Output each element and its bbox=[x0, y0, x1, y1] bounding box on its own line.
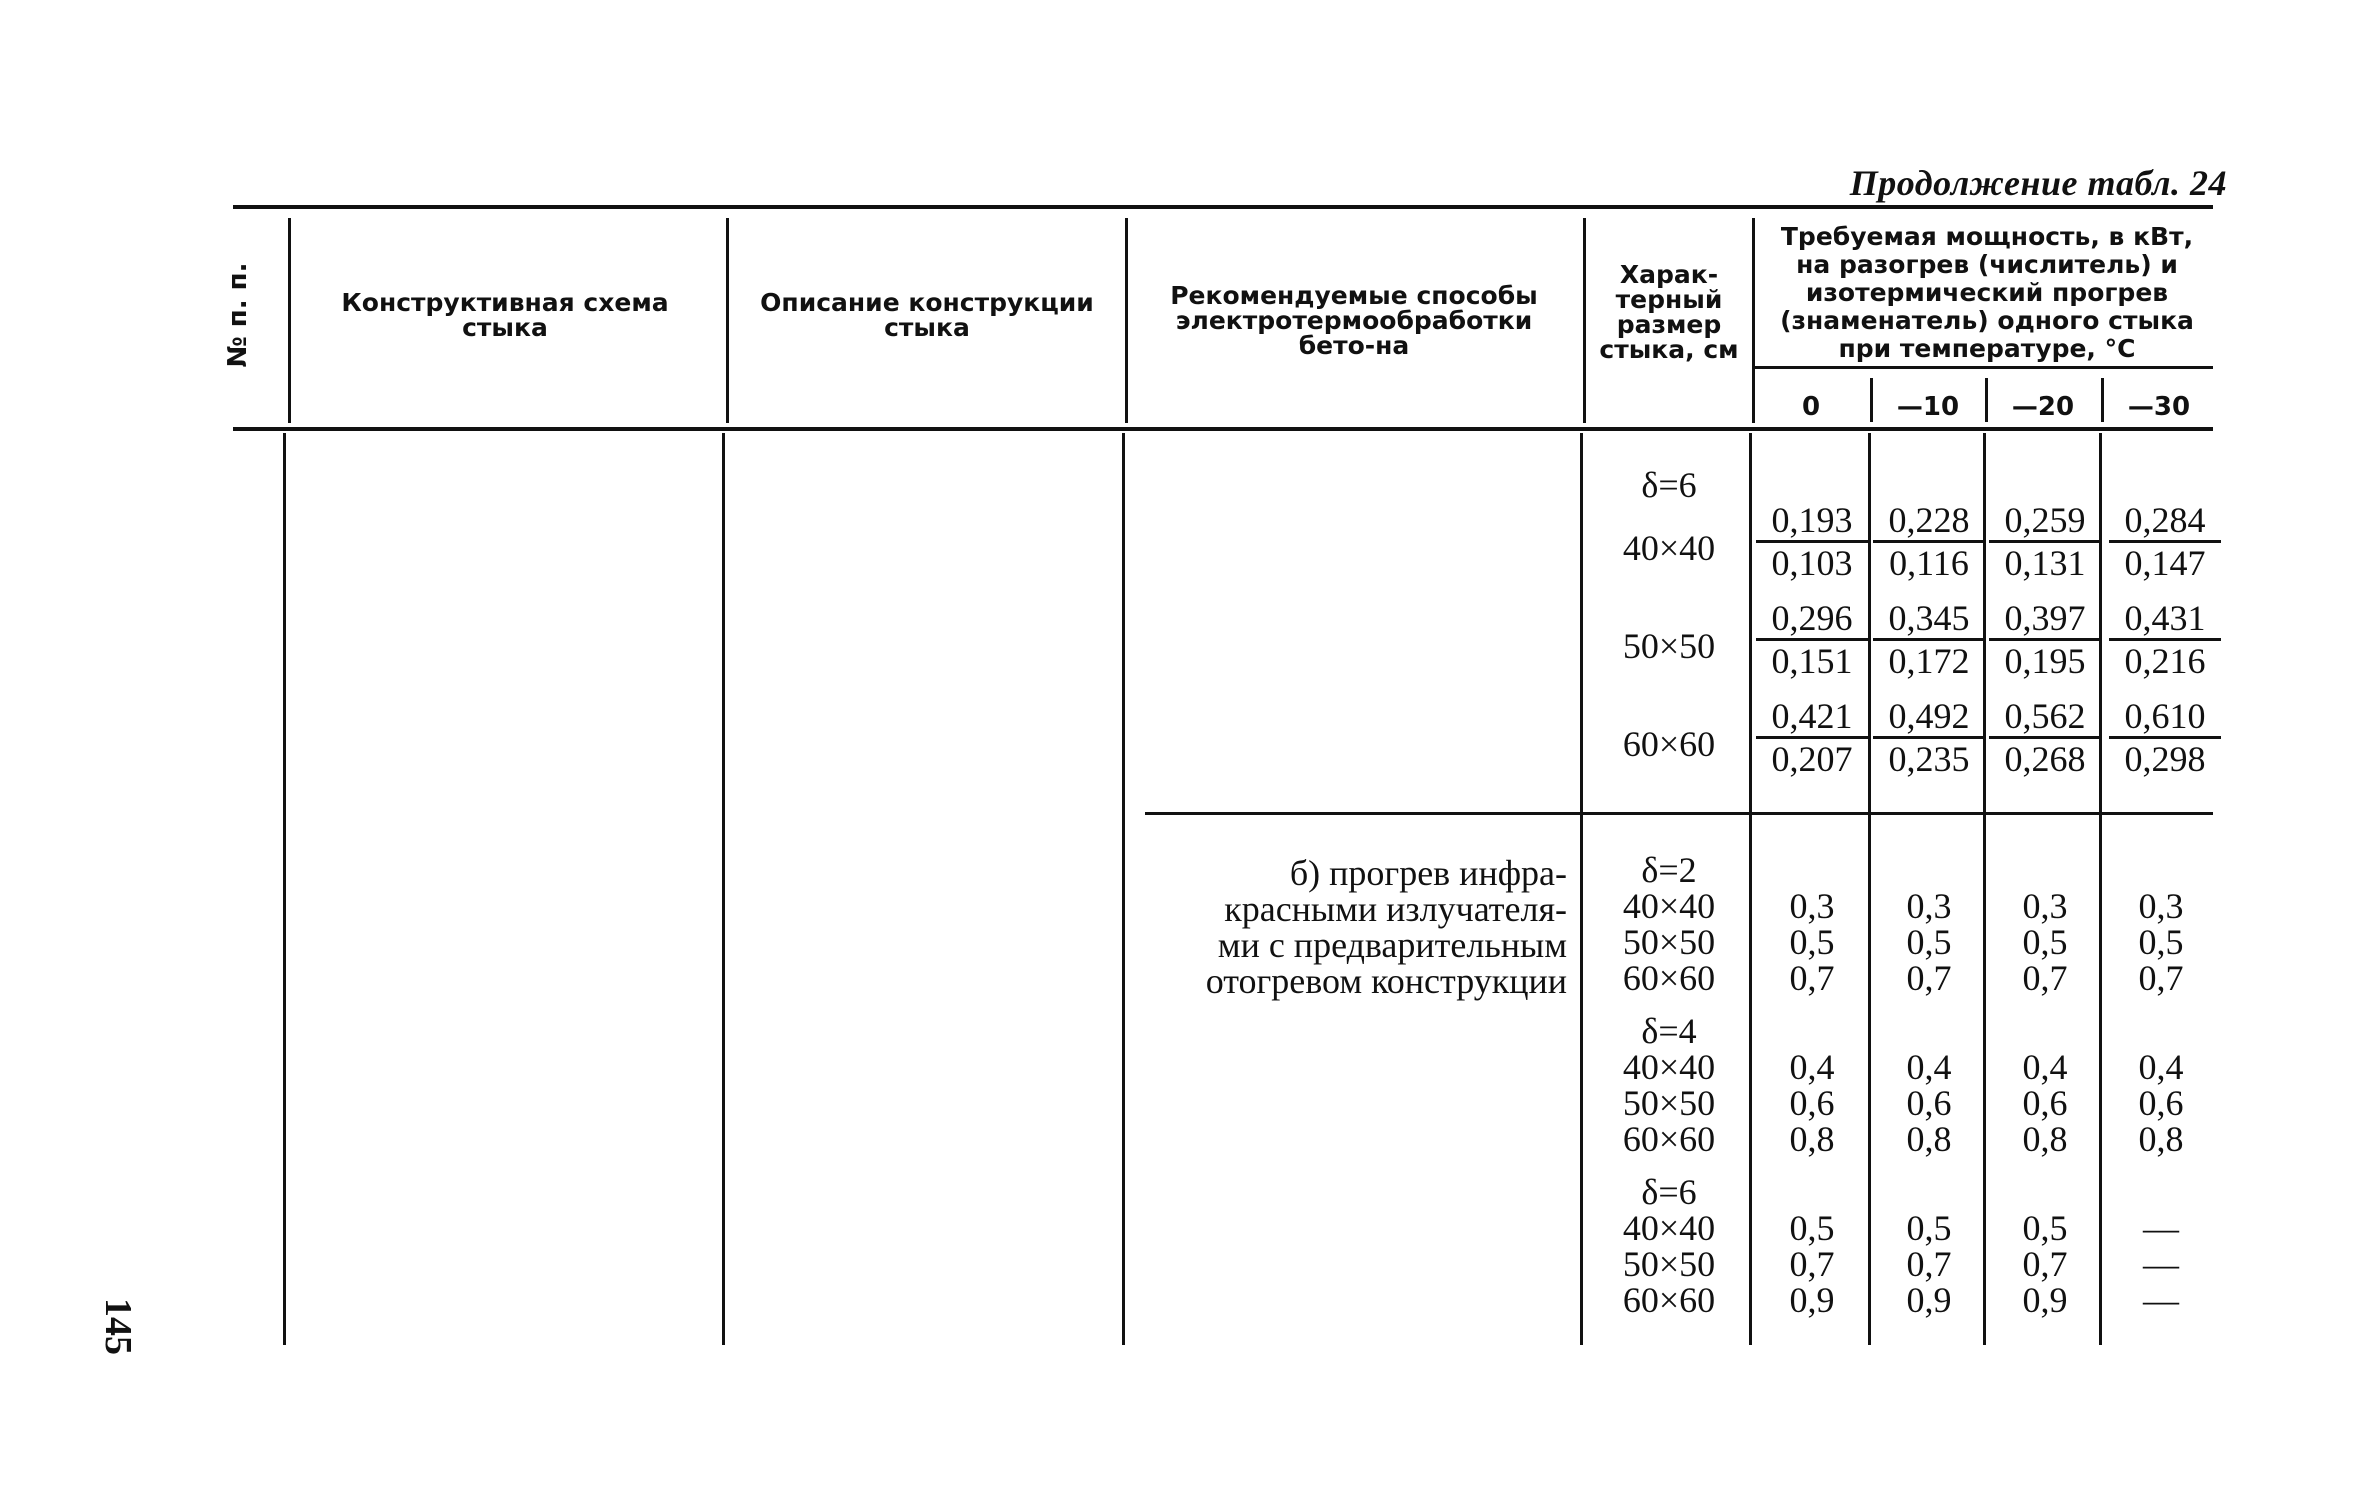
numerator: 0,421 bbox=[1756, 696, 1868, 739]
numerator: 0,296 bbox=[1756, 598, 1868, 641]
group1-val: 0,5 bbox=[2138, 922, 2184, 962]
section1-value-40-0 bbox=[1756, 500, 1868, 583]
group2-val: 0,6 bbox=[1789, 1083, 1835, 1123]
denominator: 0,195 bbox=[2004, 641, 2086, 681]
group3-size-50: 50×50 bbox=[1622, 1244, 1716, 1284]
group3-val: — bbox=[2143, 1208, 2179, 1248]
denominator: 0,207 bbox=[1771, 739, 1853, 779]
group2-size-60: 60×60 bbox=[1622, 1119, 1716, 1159]
method-line: б) прогрев инфра- bbox=[1289, 853, 1567, 893]
group2-val: 0,4 bbox=[2022, 1047, 2068, 1087]
method-description bbox=[1135, 855, 1567, 999]
numerator: 0,193 bbox=[1756, 500, 1868, 543]
col-divider-4 bbox=[1583, 218, 1586, 423]
denominator: 0,298 bbox=[2124, 739, 2206, 779]
header-methods: Рекомендуемые способы электротермообработки бето-на bbox=[1170, 281, 1538, 360]
group1-val: 0,3 bbox=[1789, 886, 1835, 926]
section1-delta: δ=6 bbox=[1641, 465, 1697, 505]
header-scheme: Конструктивная схема стыка bbox=[341, 288, 669, 342]
group2-val: 0,4 bbox=[2138, 1047, 2184, 1087]
section1-value-60-2 bbox=[1989, 696, 2101, 779]
col-divider-3-body bbox=[1122, 433, 1125, 1345]
section1-value-40-3 bbox=[2109, 500, 2221, 583]
group3-val: 0,7 bbox=[1789, 1244, 1835, 1284]
section1-value-40-1 bbox=[1873, 500, 1985, 583]
section1-size-50: 50×50 bbox=[1622, 626, 1716, 666]
header-temp-30: —30 bbox=[2127, 392, 2191, 422]
method-line: ми с предварительным bbox=[1217, 925, 1567, 965]
group2-size-50: 50×50 bbox=[1622, 1083, 1716, 1123]
numerator: 0,431 bbox=[2109, 598, 2221, 641]
denominator: 0,147 bbox=[2124, 543, 2206, 583]
col-divider-2 bbox=[726, 218, 729, 423]
group3-val: — bbox=[2143, 1280, 2179, 1320]
numerator: 0,562 bbox=[1989, 696, 2101, 739]
group1-val: 0,3 bbox=[1906, 886, 1952, 926]
temp-divider-1-body bbox=[1868, 433, 1871, 1345]
table-top-rule bbox=[233, 205, 2213, 209]
group2-val: 0,8 bbox=[1789, 1119, 1835, 1159]
group2-size-40: 40×40 bbox=[1622, 1047, 1716, 1087]
group3-val: 0,9 bbox=[1789, 1280, 1835, 1320]
group2-val: 0,8 bbox=[2138, 1119, 2184, 1159]
group3-val: 0,9 bbox=[1906, 1280, 1952, 1320]
section1-value-50-3 bbox=[2109, 598, 2221, 681]
col-divider-1-body bbox=[283, 433, 286, 1345]
group1-size-60: 60×60 bbox=[1622, 958, 1716, 998]
header-number: № п. п. bbox=[223, 262, 253, 368]
group1-size-50: 50×50 bbox=[1622, 922, 1716, 962]
group1-val: 0,5 bbox=[2022, 922, 2068, 962]
numerator: 0,259 bbox=[1989, 500, 2101, 543]
header-temp-10: —10 bbox=[1896, 392, 1960, 422]
section1-value-50-2 bbox=[1989, 598, 2101, 681]
group1-val: 0,7 bbox=[1789, 958, 1835, 998]
header-size: Харак-терный размер стыка, см bbox=[1599, 260, 1739, 364]
numerator: 0,397 bbox=[1989, 598, 2101, 641]
group3-size-40: 40×40 bbox=[1622, 1208, 1716, 1248]
section1-value-60-0 bbox=[1756, 696, 1868, 779]
table-caption: Продолжение табл. 24 bbox=[1849, 163, 2227, 203]
section1-value-50-0 bbox=[1756, 598, 1868, 681]
page-number: 145 bbox=[97, 1298, 139, 1355]
group1-val: 0,7 bbox=[2138, 958, 2184, 998]
group3-val: — bbox=[2143, 1244, 2179, 1284]
group1-val: 0,7 bbox=[2022, 958, 2068, 998]
denominator: 0,172 bbox=[1888, 641, 1970, 681]
group3-delta: δ=6 bbox=[1641, 1172, 1697, 1212]
denominator: 0,131 bbox=[2004, 543, 2086, 583]
numerator: 0,610 bbox=[2109, 696, 2221, 739]
section1-value-50-1 bbox=[1873, 598, 1985, 681]
power-header-rule bbox=[1754, 366, 2213, 369]
header-bottom-rule bbox=[233, 427, 2213, 431]
group2-val: 0,8 bbox=[2022, 1119, 2068, 1159]
section1-size-40: 40×40 bbox=[1622, 528, 1716, 568]
group2-val: 0,6 bbox=[2022, 1083, 2068, 1123]
method-line: красными излучателя- bbox=[1224, 889, 1567, 929]
group3-size-60: 60×60 bbox=[1622, 1280, 1716, 1320]
section1-value-60-1 bbox=[1873, 696, 1985, 779]
method-line: отогревом конструкции bbox=[1205, 961, 1567, 1001]
col-divider-1 bbox=[288, 218, 291, 423]
group3-val: 0,5 bbox=[1906, 1208, 1952, 1248]
group2-delta: δ=4 bbox=[1641, 1011, 1697, 1051]
section1-value-40-2 bbox=[1989, 500, 2101, 583]
group2-val: 0,4 bbox=[1789, 1047, 1835, 1087]
numerator: 0,228 bbox=[1873, 500, 1985, 543]
group1-delta: δ=2 bbox=[1641, 850, 1697, 890]
header-temp-0: 0 bbox=[1801, 392, 1821, 422]
group2-val: 0,8 bbox=[1906, 1119, 1952, 1159]
group3-val: 0,5 bbox=[2022, 1208, 2068, 1248]
group3-val: 0,5 bbox=[1789, 1208, 1835, 1248]
group2-val: 0,6 bbox=[2138, 1083, 2184, 1123]
group1-size-40: 40×40 bbox=[1622, 886, 1716, 926]
group3-val: 0,7 bbox=[2022, 1244, 2068, 1284]
denominator: 0,116 bbox=[1889, 543, 1969, 583]
denominator: 0,235 bbox=[1888, 739, 1970, 779]
group2-val: 0,4 bbox=[1906, 1047, 1952, 1087]
group1-val: 0,5 bbox=[1906, 922, 1952, 962]
denominator: 0,216 bbox=[2124, 641, 2206, 681]
section-divider bbox=[1145, 812, 2213, 815]
group1-val: 0,5 bbox=[1789, 922, 1835, 962]
section1-value-60-3 bbox=[2109, 696, 2221, 779]
header-temp-20: —20 bbox=[2011, 392, 2075, 422]
group1-val: 0,7 bbox=[1906, 958, 1952, 998]
header-description: Описание конструкции стыка bbox=[760, 288, 1094, 342]
section1-size-60: 60×60 bbox=[1622, 724, 1716, 764]
numerator: 0,345 bbox=[1873, 598, 1985, 641]
col-divider-3 bbox=[1125, 218, 1128, 423]
denominator: 0,151 bbox=[1771, 641, 1853, 681]
denominator: 0,103 bbox=[1771, 543, 1853, 583]
group3-val: 0,7 bbox=[1906, 1244, 1952, 1284]
group1-val: 0,3 bbox=[2022, 886, 2068, 926]
group1-val: 0,3 bbox=[2138, 886, 2184, 926]
group3-val: 0,9 bbox=[2022, 1280, 2068, 1320]
header-power: Требуемая мощность, в кВт, на разогрев (числитель) и изотермический прогрев (знаменатель) одного стыка при температуре, °С bbox=[1780, 222, 2194, 363]
denominator: 0,268 bbox=[2004, 739, 2086, 779]
numerator: 0,492 bbox=[1873, 696, 1985, 739]
col-divider-2-body bbox=[722, 433, 725, 1345]
group2-val: 0,6 bbox=[1906, 1083, 1952, 1123]
numerator: 0,284 bbox=[2109, 500, 2221, 543]
col-divider-4-body bbox=[1580, 433, 1583, 1345]
